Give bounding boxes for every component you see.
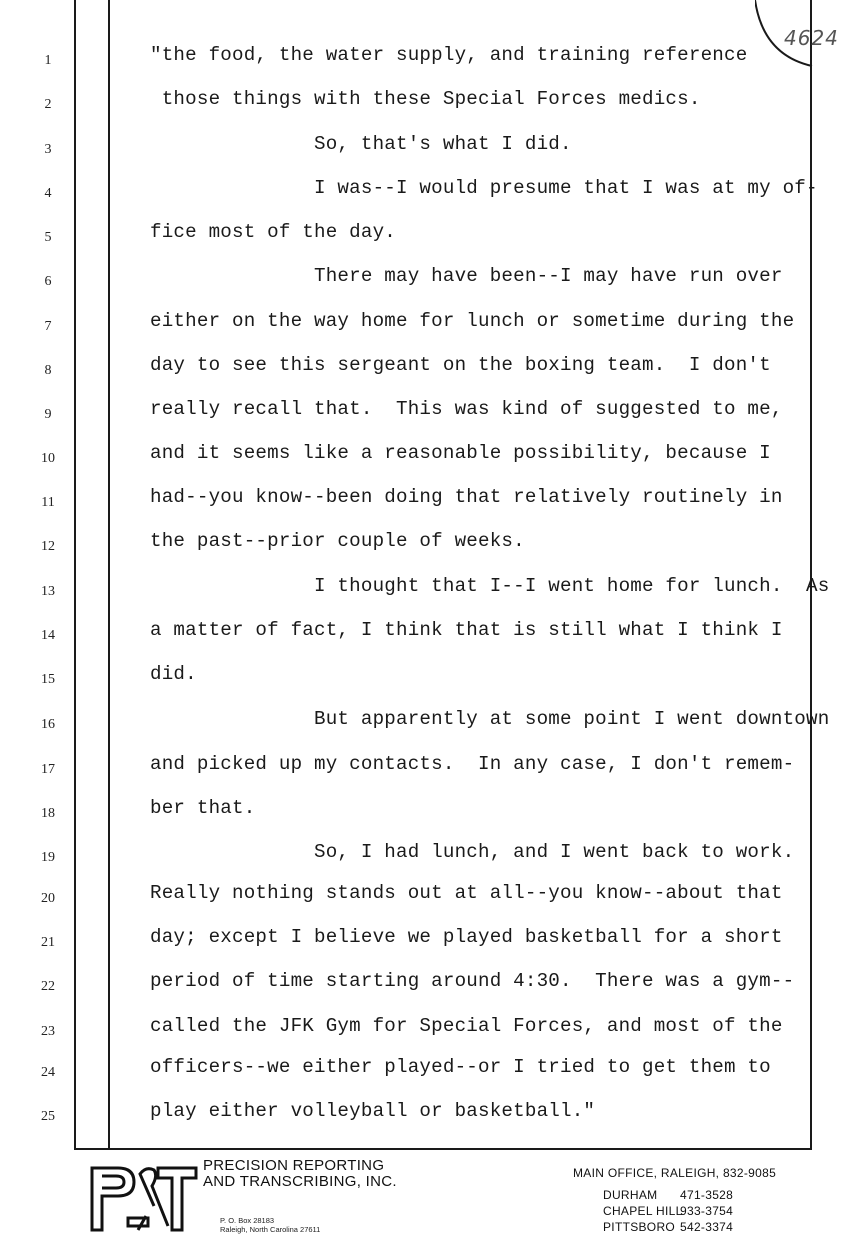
- transcript-line: either on the way home for lunch or sometime during the: [150, 310, 795, 332]
- line-number: 22: [41, 979, 55, 994]
- transcript-line: day; except I believe we played basketball for a short: [150, 926, 783, 948]
- transcript-line: Really nothing stands out at all--you know--about that: [150, 882, 783, 904]
- page-number-stamp: 4624: [784, 26, 839, 50]
- line-number: 15: [41, 672, 55, 687]
- line-number-rule: [108, 0, 110, 1150]
- line-number: 13: [41, 584, 55, 599]
- line-number: 10: [41, 451, 55, 466]
- line-number: 18: [41, 806, 55, 821]
- firm-logo: [88, 1156, 200, 1238]
- firm-address: [220, 1216, 320, 1234]
- transcript-line: "the food, the water supply, and training reference: [150, 44, 748, 66]
- line-number: 24: [41, 1065, 55, 1080]
- main-office: MAIN OFFICE, RALEIGH, 832-9085: [573, 1166, 777, 1180]
- office-city: DURHAM: [603, 1188, 658, 1202]
- transcript-line: officers--we either played--or I tried to get them to: [150, 1056, 771, 1078]
- line-number: 19: [41, 850, 55, 865]
- transcript-line: ber that.: [150, 797, 256, 819]
- transcript-line: So, that's what I did.: [150, 133, 572, 155]
- office-phone: 933-3754: [680, 1204, 734, 1218]
- transcript-line: did.: [150, 663, 197, 685]
- line-number: 12: [41, 539, 55, 554]
- transcript-line: play either volleyball or basketball.": [150, 1100, 596, 1122]
- transcript-line: period of time starting around 4:30. There was a gym--: [150, 970, 795, 992]
- transcript-line: really recall that. This was kind of suggested to me,: [150, 398, 783, 420]
- transcript-line: and picked up my contacts. In any case, I don't remem-: [150, 753, 795, 775]
- line-number: 20: [41, 891, 55, 906]
- transcript-line: and it seems like a reasonable possibility, because I: [150, 442, 771, 464]
- line-number: 7: [44, 319, 52, 334]
- transcript-line: called the JFK Gym for Special Forces, and most of the: [150, 1015, 783, 1037]
- line-number: 1: [44, 53, 52, 68]
- transcript-line: the past--prior couple of weeks.: [150, 530, 525, 552]
- line-number: 14: [41, 628, 55, 643]
- firm-address-line-2: Raleigh, North Carolina 27611: [220, 1225, 321, 1234]
- firm-name: [203, 1158, 397, 1190]
- transcript-line: those things with these Special Forces medics.: [150, 88, 701, 110]
- transcript-line: fice most of the day.: [150, 221, 397, 243]
- line-number: 3: [44, 142, 52, 157]
- line-number: 17: [41, 762, 55, 777]
- firm-name-line-2: AND TRANSCRIBING, INC.: [203, 1173, 397, 1190]
- line-number: 16: [41, 717, 55, 732]
- line-number: 8: [44, 363, 52, 378]
- transcript-line: I was--I would presume that I was at my of-: [150, 177, 818, 199]
- transcript-line: There may have been--I may have run over: [150, 265, 783, 287]
- line-number: 2: [44, 97, 52, 112]
- transcript-line: I thought that I--I went home for lunch. As: [150, 575, 830, 597]
- line-number: 21: [41, 935, 55, 950]
- office-city: PITTSBORO: [603, 1220, 676, 1234]
- office-city: CHAPEL HILL: [603, 1204, 683, 1218]
- firm-name-line-1: PRECISION REPORTING: [203, 1157, 385, 1174]
- firm-address-line-1: P. O. Box 28183: [220, 1216, 275, 1225]
- office-phone: 471-3528: [680, 1188, 734, 1202]
- line-number: 25: [41, 1109, 55, 1124]
- line-number: 11: [41, 495, 55, 510]
- transcript-line: had--you know--been doing that relatively routinely in: [150, 486, 783, 508]
- transcript-line: day to see this sergeant on the boxing team. I don't: [150, 354, 771, 376]
- line-number: 23: [41, 1024, 55, 1039]
- line-number: 9: [44, 407, 52, 422]
- transcript-line: So, I had lunch, and I went back to work.: [150, 841, 795, 863]
- office-phone: 542-3374: [680, 1220, 734, 1234]
- line-number: 6: [44, 274, 52, 289]
- line-number: 4: [44, 186, 52, 201]
- transcript-line: a matter of fact, I think that is still what I think I: [150, 619, 783, 641]
- transcript-line: But apparently at some point I went downtown: [150, 708, 830, 730]
- line-number: 5: [44, 230, 52, 245]
